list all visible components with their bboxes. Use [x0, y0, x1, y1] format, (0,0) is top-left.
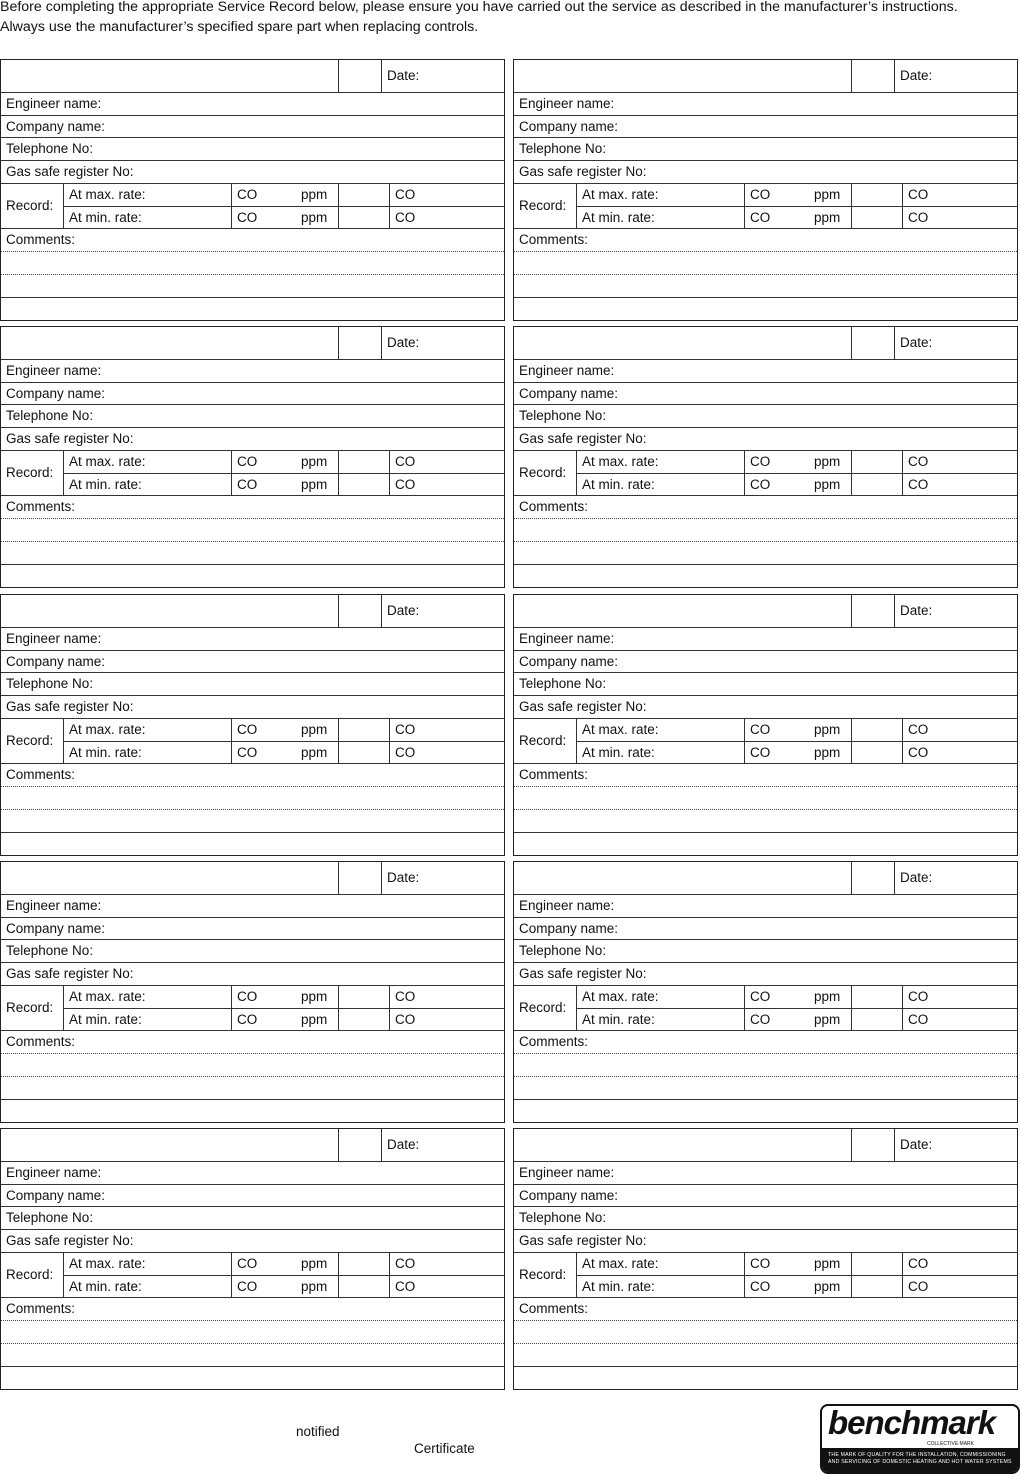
service-record-card — [513, 1128, 1018, 1390]
certificate-text: Certificate — [414, 1441, 475, 1456]
at-max-label: At max. rate: — [69, 1256, 146, 1271]
logo-strip-line-2: AND SERVICING OF DOMESTIC HEATING AND HOT WATER SYSTEMS — [828, 1459, 1012, 1465]
header-row — [1, 60, 504, 93]
co-min-label: CO — [237, 210, 258, 225]
ppm-max-label: ppm — [301, 187, 328, 202]
comments-row[interactable] — [1, 1298, 504, 1321]
comments-row[interactable] — [1, 229, 504, 252]
record-label: Record: — [519, 1000, 567, 1015]
co2-max-label: CO — [395, 187, 416, 202]
comments-line[interactable] — [1, 1077, 504, 1100]
comments-line[interactable] — [1, 565, 504, 587]
comments-line[interactable] — [514, 1367, 1017, 1389]
comments-line[interactable] — [514, 810, 1017, 833]
ppm-min-label: ppm — [814, 210, 841, 225]
gas-safe-label: Gas safe register No: — [519, 164, 647, 179]
co-max-label: CO — [750, 989, 771, 1004]
comments-line[interactable] — [1, 810, 504, 833]
ppm-max-label: ppm — [301, 1256, 328, 1271]
comments-line[interactable] — [1, 1054, 504, 1077]
at-min-label: At min. rate: — [69, 745, 142, 760]
co2-max-label: CO — [395, 722, 416, 737]
ppm-min-label: ppm — [814, 1012, 841, 1027]
comments-line[interactable] — [514, 565, 1017, 587]
co-min-label: CO — [750, 210, 771, 225]
gas-safe-label: Gas safe register No: — [519, 431, 647, 446]
ppm-max-label: ppm — [814, 454, 841, 469]
ppm-min-label: ppm — [301, 477, 328, 492]
header-row — [1, 595, 504, 628]
comments-line[interactable] — [514, 1054, 1017, 1077]
co-min-label: CO — [750, 745, 771, 760]
company-row[interactable] — [514, 1185, 1017, 1207]
service-record-card — [0, 861, 505, 1123]
at-max-label: At max. rate: — [69, 722, 146, 737]
co-min-label: CO — [237, 1012, 258, 1027]
header-row — [514, 327, 1017, 360]
at-max-label: At max. rate: — [582, 454, 659, 469]
telephone-row[interactable] — [514, 138, 1017, 161]
engineer-label: Engineer name: — [519, 363, 615, 378]
ppm-min-label: ppm — [814, 477, 841, 492]
comments-label: Comments: — [6, 1301, 76, 1316]
comments-row[interactable] — [1, 496, 504, 519]
service-record-card — [0, 594, 505, 856]
logo-wordmark: benchmark — [828, 1404, 996, 1441]
comments-line[interactable] — [514, 298, 1017, 320]
telephone-row[interactable] — [1, 673, 504, 696]
header-row — [1, 862, 504, 895]
co-max-label: CO — [750, 187, 771, 202]
comments-line[interactable] — [514, 519, 1017, 542]
co2-max-label: CO — [908, 187, 929, 202]
company-row[interactable] — [1, 116, 504, 138]
gas-safe-label: Gas safe register No: — [519, 966, 647, 981]
company-label: Company name: — [519, 119, 619, 134]
service-record-card — [0, 326, 505, 588]
comments-row[interactable] — [514, 229, 1017, 252]
co2-max-label: CO — [395, 1256, 416, 1271]
record-label: Record: — [6, 733, 54, 748]
header-row — [514, 862, 1017, 895]
gas-safe-label: Gas safe register No: — [6, 1233, 134, 1248]
comments-label: Comments: — [519, 1301, 589, 1316]
comments-line[interactable] — [514, 275, 1017, 298]
comments-line[interactable] — [1, 833, 504, 855]
gas-safe-row[interactable] — [1, 1230, 504, 1253]
telephone-row[interactable] — [1, 1207, 504, 1230]
co2-max-label: CO — [908, 989, 929, 1004]
telephone-row[interactable] — [514, 1207, 1017, 1230]
gas-safe-label: Gas safe register No: — [519, 699, 647, 714]
telephone-row[interactable] — [1, 138, 504, 161]
ppm-max-label: ppm — [301, 454, 328, 469]
comments-line[interactable] — [1, 1344, 504, 1367]
ppm-max-label: ppm — [301, 989, 328, 1004]
record-block — [1, 719, 504, 764]
comments-line[interactable] — [1, 298, 504, 320]
gas-safe-row[interactable] — [514, 696, 1017, 719]
date-label: Date: — [387, 603, 420, 618]
intro-line-1: Before completing the appropriate Service Record below, please ensure you have carried out the service as described in the manufacturer’s instructions. — [0, 0, 958, 15]
logo-strip — [822, 1448, 1018, 1472]
telephone-label: Telephone No: — [6, 408, 94, 423]
record-label: Record: — [6, 465, 54, 480]
comments-row[interactable] — [514, 764, 1017, 787]
co2-max-label: CO — [908, 454, 929, 469]
telephone-label: Telephone No: — [519, 408, 607, 423]
comments-line[interactable] — [514, 1100, 1017, 1122]
record-block — [514, 986, 1017, 1031]
telephone-row[interactable] — [514, 405, 1017, 428]
service-record-card — [513, 594, 1018, 856]
engineer-row[interactable] — [514, 895, 1017, 918]
comments-label: Comments: — [6, 232, 76, 247]
comments-label: Comments: — [519, 767, 589, 782]
header-row — [514, 60, 1017, 93]
co2-min-label: CO — [395, 1012, 416, 1027]
gas-safe-row[interactable] — [1, 696, 504, 719]
telephone-label: Telephone No: — [519, 1210, 607, 1225]
co-max-label: CO — [750, 1256, 771, 1271]
comments-line[interactable] — [1, 252, 504, 275]
engineer-label: Engineer name: — [6, 631, 102, 646]
gas-safe-row[interactable] — [514, 1230, 1017, 1253]
benchmark-logo — [820, 1404, 1020, 1474]
record-label: Record: — [519, 733, 567, 748]
record-label: Record: — [519, 198, 567, 213]
co-max-label: CO — [750, 722, 771, 737]
header-row — [1, 1129, 504, 1162]
service-record-card — [513, 326, 1018, 588]
company-row[interactable] — [1, 918, 504, 940]
record-block — [1, 986, 504, 1031]
co2-min-label: CO — [908, 477, 929, 492]
service-record-card — [513, 861, 1018, 1123]
comments-label: Comments: — [519, 499, 589, 514]
date-label: Date: — [900, 68, 933, 83]
co2-min-label: CO — [395, 1279, 416, 1294]
ppm-min-label: ppm — [814, 1279, 841, 1294]
date-label: Date: — [900, 603, 933, 618]
comments-line[interactable] — [1, 1321, 504, 1344]
company-label: Company name: — [6, 386, 106, 401]
comments-label: Comments: — [6, 767, 76, 782]
company-row[interactable] — [514, 651, 1017, 673]
comments-label: Comments: — [519, 1034, 589, 1049]
engineer-label: Engineer name: — [519, 631, 615, 646]
gas-safe-row[interactable] — [1, 963, 504, 986]
at-min-label: At min. rate: — [582, 210, 655, 225]
at-min-label: At min. rate: — [582, 477, 655, 492]
engineer-row[interactable] — [514, 1162, 1017, 1185]
intro-text — [0, 0, 1021, 37]
co-max-label: CO — [750, 454, 771, 469]
co2-max-label: CO — [908, 722, 929, 737]
co2-min-label: CO — [395, 477, 416, 492]
company-label: Company name: — [519, 654, 619, 669]
telephone-label: Telephone No: — [6, 943, 94, 958]
ppm-min-label: ppm — [301, 1012, 328, 1027]
ppm-max-label: ppm — [814, 989, 841, 1004]
gas-safe-row[interactable] — [514, 161, 1017, 184]
co-min-label: CO — [750, 1012, 771, 1027]
header-row — [1, 327, 504, 360]
company-label: Company name: — [6, 1188, 106, 1203]
date-label: Date: — [387, 335, 420, 350]
engineer-row[interactable] — [1, 628, 504, 651]
co-max-label: CO — [237, 187, 258, 202]
comments-label: Comments: — [6, 499, 76, 514]
co2-min-label: CO — [395, 745, 416, 760]
co2-min-label: CO — [908, 1279, 929, 1294]
record-block — [1, 1253, 504, 1298]
comments-line[interactable] — [1, 519, 504, 542]
company-label: Company name: — [519, 921, 619, 936]
record-block — [514, 719, 1017, 764]
company-row[interactable] — [514, 918, 1017, 940]
record-label: Record: — [6, 198, 54, 213]
at-max-label: At max. rate: — [582, 989, 659, 1004]
co2-min-label: CO — [908, 210, 929, 225]
at-min-label: At min. rate: — [582, 1012, 655, 1027]
engineer-row[interactable] — [1, 93, 504, 116]
telephone-label: Telephone No: — [6, 141, 94, 156]
telephone-label: Telephone No: — [6, 1210, 94, 1225]
gas-safe-label: Gas safe register No: — [6, 164, 134, 179]
telephone-label: Telephone No: — [6, 676, 94, 691]
company-label: Company name: — [519, 1188, 619, 1203]
company-row[interactable] — [1, 383, 504, 405]
telephone-row[interactable] — [514, 673, 1017, 696]
engineer-label: Engineer name: — [6, 1165, 102, 1180]
at-min-label: At min. rate: — [69, 1279, 142, 1294]
engineer-row[interactable] — [514, 93, 1017, 116]
engineer-row[interactable] — [1, 895, 504, 918]
gas-safe-label: Gas safe register No: — [6, 966, 134, 981]
telephone-label: Telephone No: — [519, 676, 607, 691]
co2-max-label: CO — [395, 454, 416, 469]
record-label: Record: — [519, 1267, 567, 1282]
date-label: Date: — [387, 1137, 420, 1152]
gas-safe-label: Gas safe register No: — [6, 699, 134, 714]
intro-line-2: Always use the manufacturer’s specified spare part when replacing controls. — [0, 19, 479, 35]
comments-line[interactable] — [514, 252, 1017, 275]
comments-row[interactable] — [514, 1298, 1017, 1321]
co2-min-label: CO — [908, 1012, 929, 1027]
co2-max-label: CO — [395, 989, 416, 1004]
co-max-label: CO — [237, 1256, 258, 1271]
telephone-label: Telephone No: — [519, 943, 607, 958]
co-min-label: CO — [237, 477, 258, 492]
ppm-min-label: ppm — [814, 745, 841, 760]
engineer-label: Engineer name: — [519, 96, 615, 111]
engineer-label: Engineer name: — [6, 363, 102, 378]
company-row[interactable] — [514, 116, 1017, 138]
gas-safe-row[interactable] — [514, 428, 1017, 451]
comments-line[interactable] — [1, 542, 504, 565]
engineer-label: Engineer name: — [519, 1165, 615, 1180]
record-block — [514, 1253, 1017, 1298]
ppm-min-label: ppm — [301, 1279, 328, 1294]
ppm-max-label: ppm — [301, 722, 328, 737]
logo-strip-line-1: THE MARK OF QUALITY FOR THE INSTALLATION, COMMISSIONING — [828, 1452, 1006, 1458]
comments-line[interactable] — [514, 833, 1017, 855]
co2-min-label: CO — [908, 745, 929, 760]
at-max-label: At max. rate: — [582, 187, 659, 202]
date-label: Date: — [900, 870, 933, 885]
telephone-row[interactable] — [514, 940, 1017, 963]
engineer-label: Engineer name: — [6, 96, 102, 111]
at-min-label: At min. rate: — [582, 1279, 655, 1294]
ppm-min-label: ppm — [301, 210, 328, 225]
co2-max-label: CO — [908, 1256, 929, 1271]
record-label: Record: — [519, 465, 567, 480]
at-min-label: At min. rate: — [69, 210, 142, 225]
notified-text: notified — [296, 1424, 340, 1439]
at-max-label: At max. rate: — [69, 989, 146, 1004]
telephone-row[interactable] — [1, 405, 504, 428]
engineer-label: Engineer name: — [519, 898, 615, 913]
record-label: Record: — [6, 1267, 54, 1282]
record-block — [1, 451, 504, 496]
record-block — [1, 184, 504, 229]
comments-line[interactable] — [514, 542, 1017, 565]
service-record-card — [0, 1128, 505, 1390]
record-label: Record: — [6, 1000, 54, 1015]
comments-line[interactable] — [1, 1367, 504, 1389]
comments-line[interactable] — [514, 787, 1017, 810]
gas-safe-label: Gas safe register No: — [6, 431, 134, 446]
company-label: Company name: — [6, 921, 106, 936]
comments-line[interactable] — [1, 275, 504, 298]
at-min-label: At min. rate: — [582, 745, 655, 760]
at-max-label: At max. rate: — [582, 722, 659, 737]
service-record-card — [513, 59, 1018, 321]
ppm-max-label: ppm — [814, 187, 841, 202]
ppm-min-label: ppm — [301, 745, 328, 760]
at-max-label: At max. rate: — [69, 187, 146, 202]
logo-collective-mark: COLLECTIVE MARK — [927, 1441, 974, 1447]
date-label: Date: — [900, 335, 933, 350]
comments-line[interactable] — [514, 1344, 1017, 1367]
at-min-label: At min. rate: — [69, 1012, 142, 1027]
comments-line[interactable] — [1, 1100, 504, 1122]
record-block — [514, 451, 1017, 496]
header-row — [514, 595, 1017, 628]
at-max-label: At max. rate: — [69, 454, 146, 469]
date-label: Date: — [387, 870, 420, 885]
company-row[interactable] — [1, 651, 504, 673]
engineer-label: Engineer name: — [6, 898, 102, 913]
telephone-row[interactable] — [1, 940, 504, 963]
co-min-label: CO — [237, 745, 258, 760]
gas-safe-row[interactable] — [1, 161, 504, 184]
engineer-row[interactable] — [514, 628, 1017, 651]
comments-row[interactable] — [1, 764, 504, 787]
company-label: Company name: — [6, 654, 106, 669]
co-max-label: CO — [237, 722, 258, 737]
at-min-label: At min. rate: — [69, 477, 142, 492]
company-label: Company name: — [519, 386, 619, 401]
comments-label: Comments: — [6, 1034, 76, 1049]
at-max-label: At max. rate: — [582, 1256, 659, 1271]
co2-min-label: CO — [395, 210, 416, 225]
company-row[interactable] — [514, 383, 1017, 405]
comments-label: Comments: — [519, 232, 589, 247]
engineer-row[interactable] — [1, 360, 504, 383]
telephone-label: Telephone No: — [519, 141, 607, 156]
comments-line[interactable] — [514, 1321, 1017, 1344]
record-block — [514, 184, 1017, 229]
header-row — [514, 1129, 1017, 1162]
date-label: Date: — [387, 68, 420, 83]
gas-safe-row[interactable] — [514, 963, 1017, 986]
date-label: Date: — [900, 1137, 933, 1152]
company-label: Company name: — [6, 119, 106, 134]
co-max-label: CO — [237, 454, 258, 469]
engineer-row[interactable] — [514, 360, 1017, 383]
gas-safe-row[interactable] — [1, 428, 504, 451]
comments-row[interactable] — [1, 1031, 504, 1054]
gas-safe-label: Gas safe register No: — [519, 1233, 647, 1248]
comments-line[interactable] — [514, 1077, 1017, 1100]
co-max-label: CO — [237, 989, 258, 1004]
co-min-label: CO — [750, 1279, 771, 1294]
comments-row[interactable] — [514, 496, 1017, 519]
comments-line[interactable] — [1, 787, 504, 810]
service-record-card — [0, 59, 505, 321]
co-min-label: CO — [237, 1279, 258, 1294]
company-row[interactable] — [1, 1185, 504, 1207]
ppm-max-label: ppm — [814, 1256, 841, 1271]
ppm-max-label: ppm — [814, 722, 841, 737]
co-min-label: CO — [750, 477, 771, 492]
comments-row[interactable] — [514, 1031, 1017, 1054]
engineer-row[interactable] — [1, 1162, 504, 1185]
